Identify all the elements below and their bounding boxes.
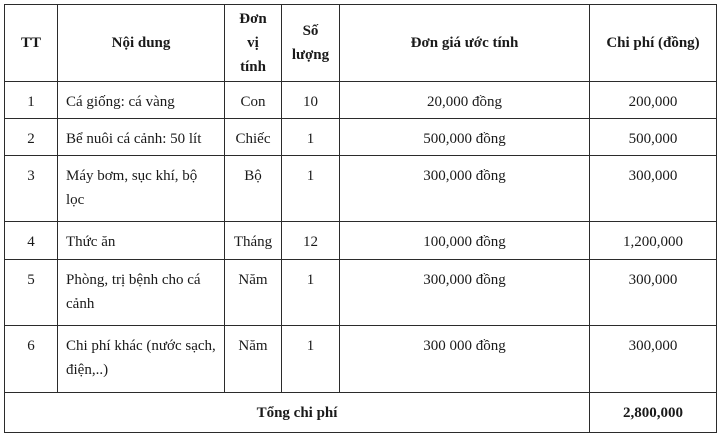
cell-chi-phi: 300,000: [590, 156, 717, 222]
cell-tt: 2: [5, 119, 58, 156]
total-value: 2,800,000: [590, 393, 717, 433]
cell-noi-dung: Chi phí khác (nước sạch, điện,..): [58, 326, 225, 393]
cell-don-vi: Con: [225, 82, 282, 119]
header-row: [5, 5, 717, 82]
header-don-vi: Đơn vị tính: [225, 5, 282, 82]
table-row: [5, 156, 717, 222]
cell-don-gia: 500,000 đồng: [340, 119, 590, 156]
header-chi-phi: Chi phí (đồng): [590, 5, 717, 82]
cell-don-vi: Năm: [225, 326, 282, 393]
cost-table: [4, 4, 717, 433]
total-row: [5, 393, 717, 433]
cell-so-luong: 1: [282, 260, 340, 326]
cell-noi-dung: Cá giống: cá vàng: [58, 82, 225, 119]
cell-chi-phi: 300,000: [590, 326, 717, 393]
cell-tt: 5: [5, 260, 58, 326]
cell-noi-dung: Máy bơm, sục khí, bộ lọc: [58, 156, 225, 222]
cell-noi-dung: Thức ăn: [58, 222, 225, 260]
header-noi-dung: Nội dung: [58, 5, 225, 82]
cell-don-vi: Tháng: [225, 222, 282, 260]
cell-chi-phi: 200,000: [590, 82, 717, 119]
cell-chi-phi: 500,000: [590, 119, 717, 156]
header-so-luong: Số lượng: [282, 5, 340, 82]
header-don-gia: Đơn giá ước tính: [340, 5, 590, 82]
cell-don-gia: 300,000 đồng: [340, 260, 590, 326]
cell-tt: 3: [5, 156, 58, 222]
cell-don-gia: 300 000 đồng: [340, 326, 590, 393]
cell-tt: 6: [5, 326, 58, 393]
cell-don-vi: Bộ: [225, 156, 282, 222]
table-row: [5, 222, 717, 260]
cell-don-vi: Chiếc: [225, 119, 282, 156]
table-row: [5, 119, 717, 156]
cell-so-luong: 1: [282, 119, 340, 156]
cell-tt: 4: [5, 222, 58, 260]
cell-so-luong: 10: [282, 82, 340, 119]
cell-don-gia: 20,000 đồng: [340, 82, 590, 119]
cell-don-gia: 300,000 đồng: [340, 156, 590, 222]
cell-tt: 1: [5, 82, 58, 119]
cell-so-luong: 1: [282, 156, 340, 222]
table-row: [5, 326, 717, 393]
cell-chi-phi: 1,200,000: [590, 222, 717, 260]
cell-so-luong: 12: [282, 222, 340, 260]
cell-noi-dung: Phòng, trị bệnh cho cá cảnh: [58, 260, 225, 326]
total-label: Tổng chi phí: [5, 393, 590, 433]
table-row: [5, 82, 717, 119]
cost-table-container: [4, 4, 717, 433]
cell-so-luong: 1: [282, 326, 340, 393]
cell-noi-dung: Bể nuôi cá cảnh: 50 lít: [58, 119, 225, 156]
cell-chi-phi: 300,000: [590, 260, 717, 326]
table-row: [5, 260, 717, 326]
cell-don-vi: Năm: [225, 260, 282, 326]
cell-don-gia: 100,000 đồng: [340, 222, 590, 260]
header-tt: TT: [5, 5, 58, 82]
